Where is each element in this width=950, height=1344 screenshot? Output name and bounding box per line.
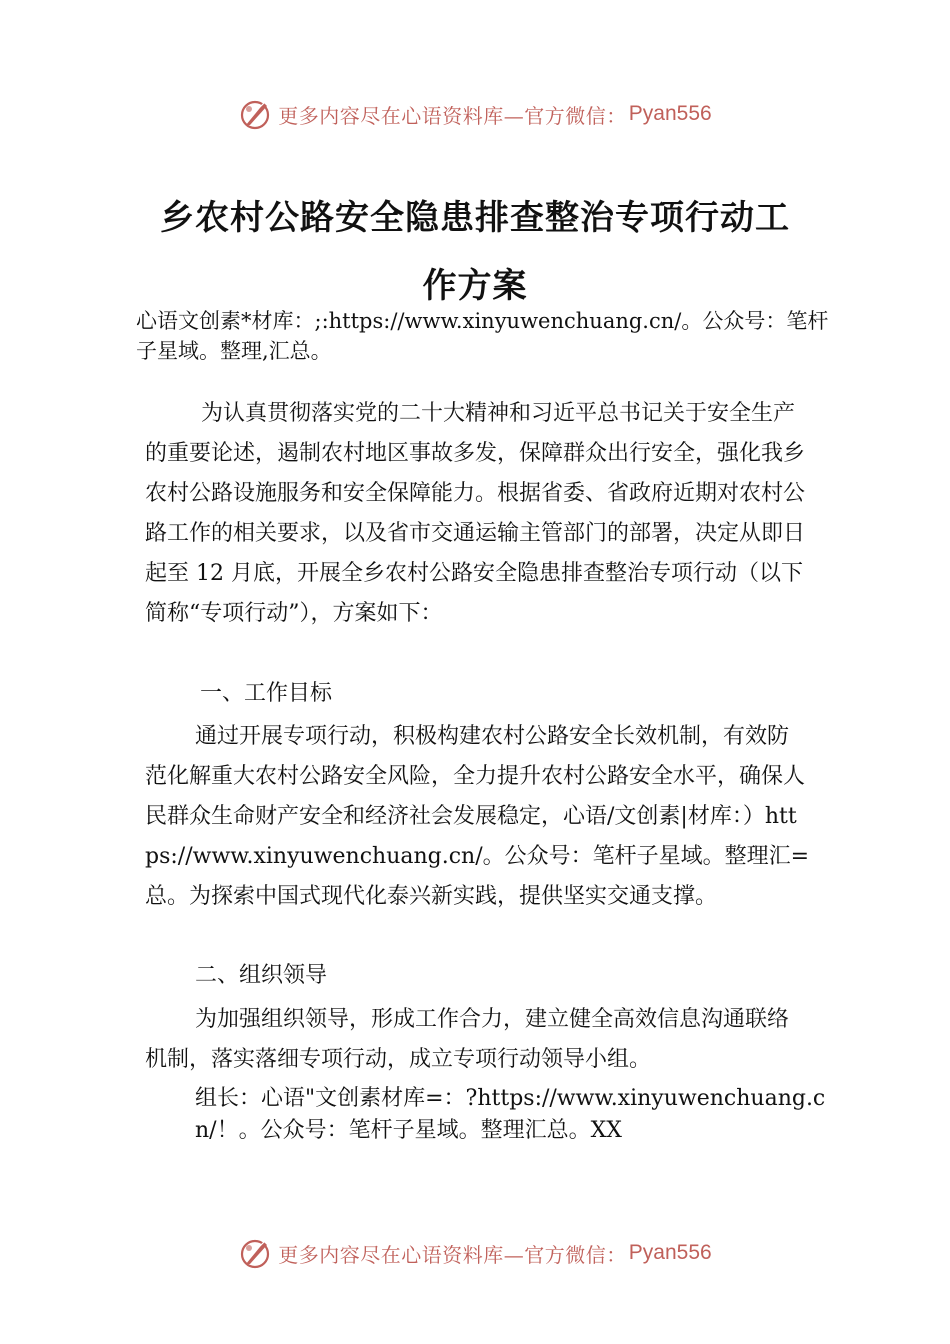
footer-banner (0, 1233, 950, 1273)
document-title-line1: 乡农村公路安全隐患排查整治专项行动工 (160, 198, 790, 238)
banner-wechat-id: Pyan556 (628, 1241, 712, 1264)
section2-body: 为加强组织领导，形成工作合力，建立健全高效信息沟通联络机制，落实落细专项行动，成立专项行动领导小组。 (145, 1007, 790, 1072)
section1-body: 通过开展专项行动，积极构建农村公路安全长效机制，有效防范化解重大农村公路安全风险，全力提升农村公路安全水平，确保人民群众生命财产安全和经济社会发展稳定，心语/文创素|材库：）https://www.xinyuwenchuang.cn/。公众号：笔杆子星域。整理汇=总。为探索中国式现代化泰兴新实践，提供坚实交通支撑。 (145, 724, 810, 909)
quill-pen-logo-icon (238, 97, 272, 131)
banner-text: 更多内容尽在心语资料库—官方微信： (278, 1242, 627, 1267)
document-title-line2: 作方案 (422, 266, 528, 306)
header-banner (0, 94, 950, 134)
section2-heading: 二、组织领导 (195, 963, 328, 988)
source-note: 心语文创素*材库：;:https://www.xinyuwenchuang.cn/。公众号：笔杆子星域。整理,汇总。 (136, 309, 829, 363)
banner-wechat-id: Pyan556 (628, 102, 712, 125)
quill-pen-logo-icon (238, 1236, 272, 1270)
section1-heading: 一、工作目标 (200, 681, 333, 706)
intro-paragraph: 为认真贯彻落实党的二十大精神和习近平总书记关于安全生产的重要论述，遏制农村地区事故多发，保障群众出行安全，强化我乡农村公路设施服务和安全保障能力。根据省委、省政府近期对农村公路工作的相关要求，以及省市交通运输主管部门的部署，决定从即日起至 12 月底，开展全乡农村公路安全隐患排查整治专项行动（以下简称“专项行动”），方案如下： (145, 401, 806, 626)
banner-text: 更多内容尽在心语资料库—官方微信： (278, 103, 627, 128)
leader-line: 组长：心语"文创素材库=：?https://www.xinyuwenchuang.cn/！。公众号：笔杆子星域。整理汇总。XX (195, 1086, 826, 1143)
